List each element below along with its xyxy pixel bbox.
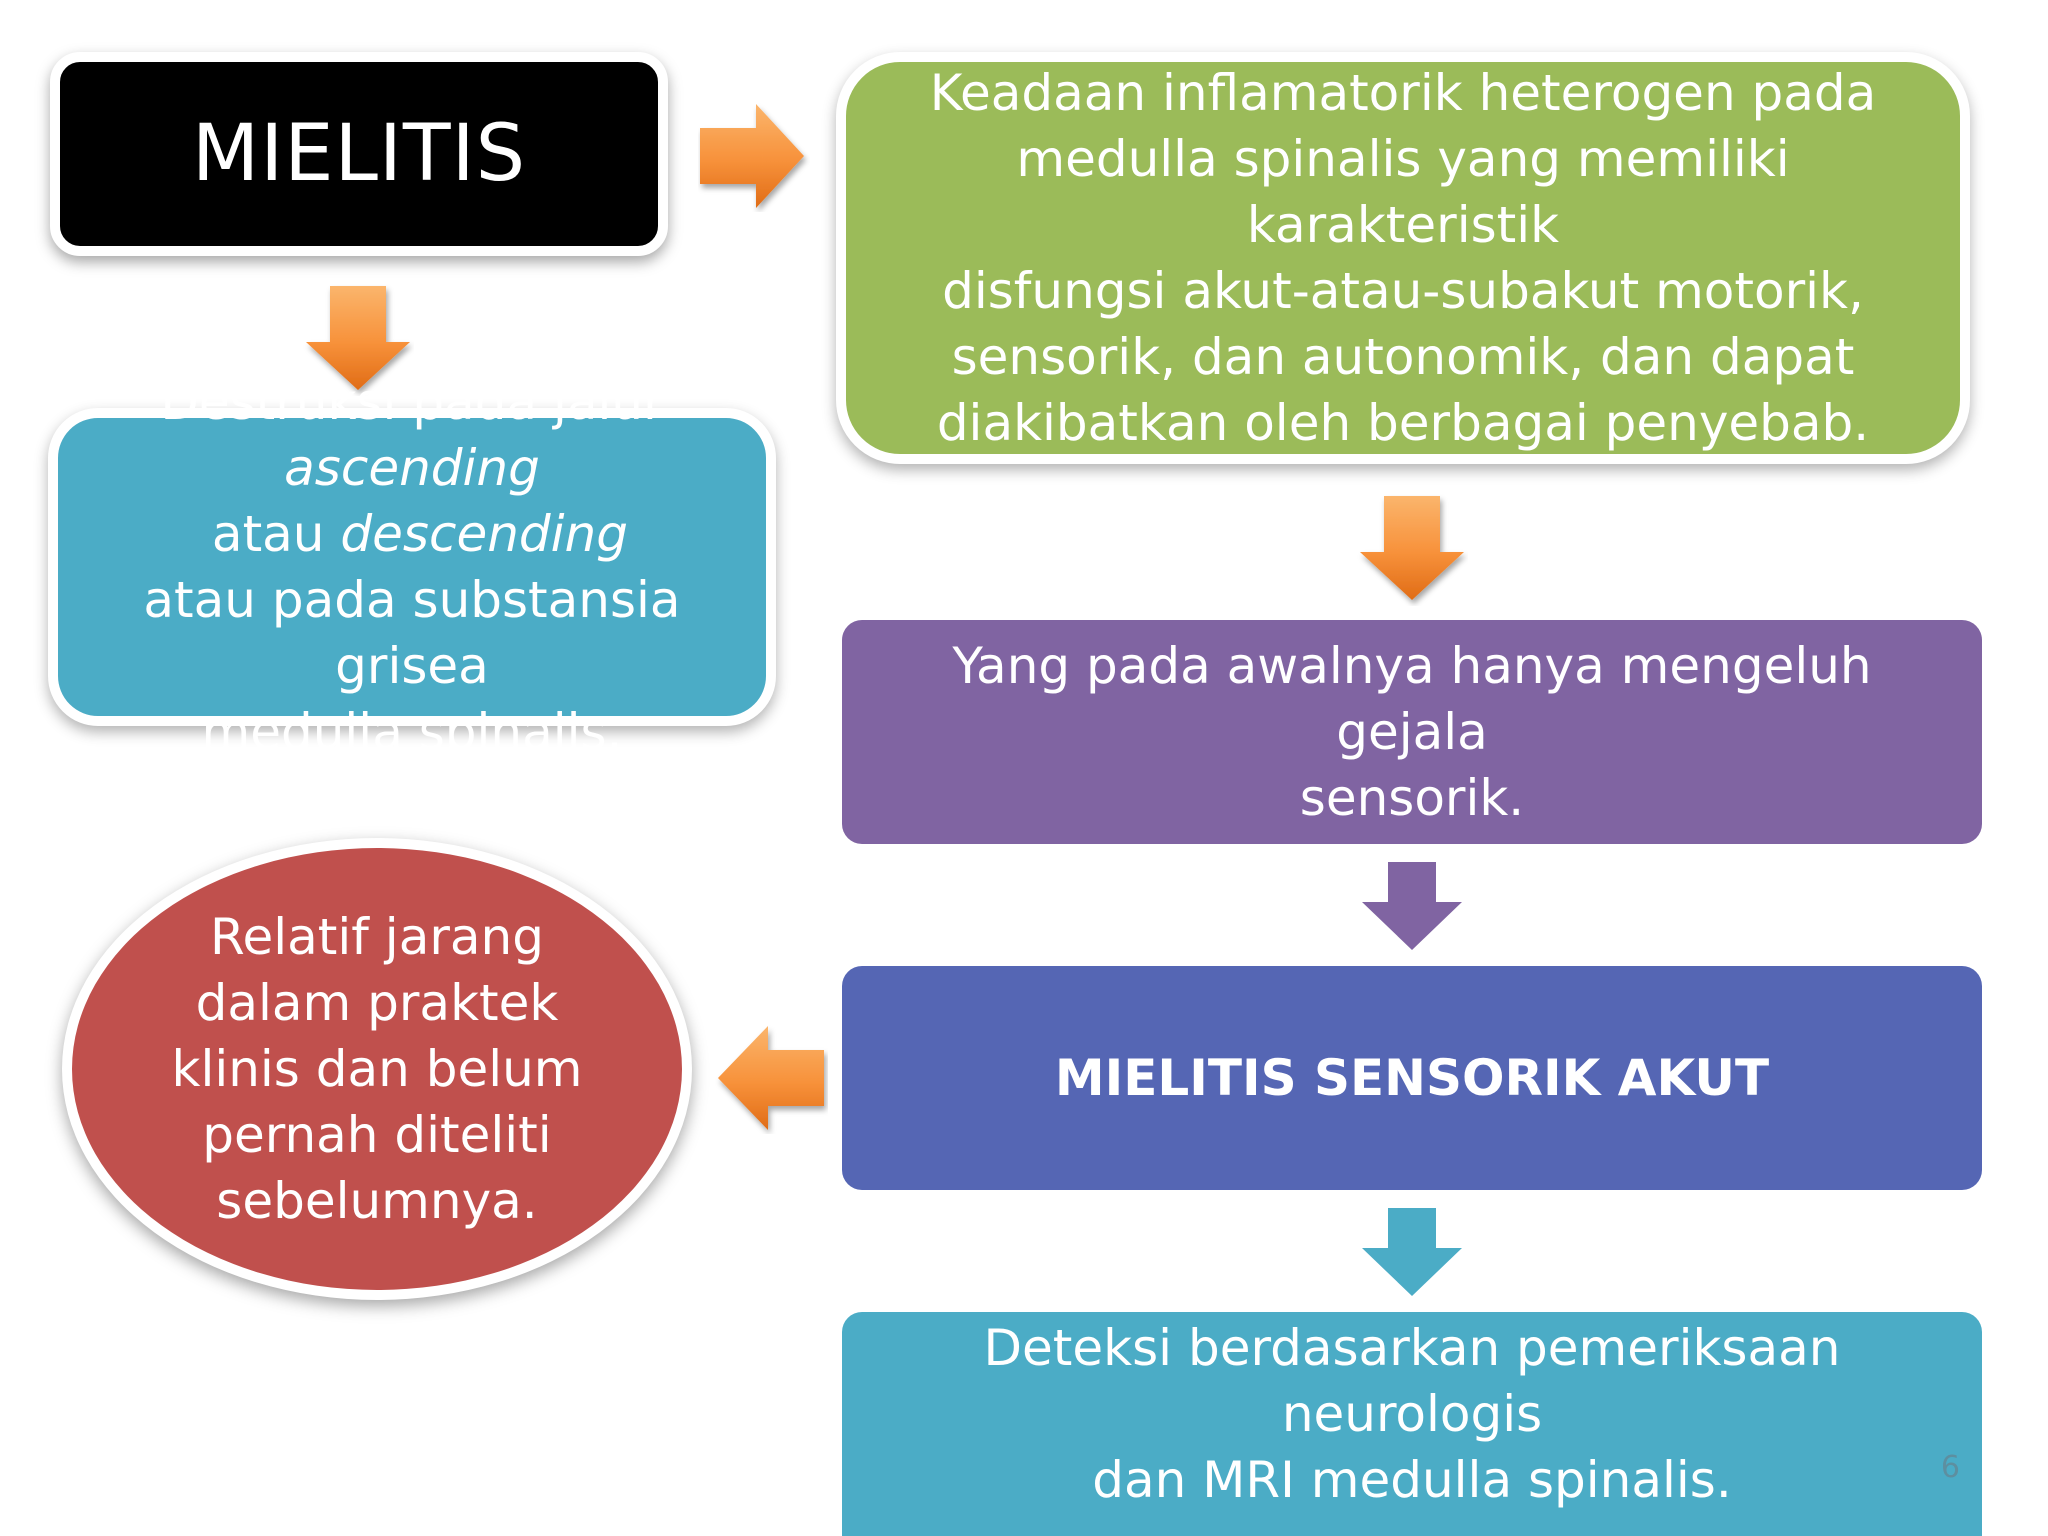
down-arrow-icon xyxy=(1360,1206,1464,1298)
down-arrow-icon xyxy=(1356,494,1468,606)
detection-line: dan MRI medulla spinalis. xyxy=(1092,1451,1732,1509)
page-number: 6 xyxy=(1940,1450,1960,1485)
sensory-symptom-box xyxy=(842,620,1982,844)
rare-line: Relatif jarang xyxy=(210,908,544,966)
destruction-line: atau pada substansia grisea xyxy=(143,571,681,695)
rare-line: sebelumnya. xyxy=(216,1172,538,1230)
rare-line: dalam praktek xyxy=(195,974,559,1032)
destruction-connector: atau xyxy=(196,505,341,563)
mielitis-title: MIELITIS xyxy=(191,108,527,199)
rare-occurrence-ellipse xyxy=(62,838,692,1300)
mielitis-title-box xyxy=(50,52,668,256)
rare-line: pernah diteliti xyxy=(202,1106,552,1164)
definition-box xyxy=(836,52,1970,464)
definition-line: Keadaan inflamatorik heterogen pada xyxy=(929,64,1877,122)
acute-sensory-myelitis-box xyxy=(842,966,1982,1190)
definition-line: medulla spinalis yang memiliki karakteristik xyxy=(1016,130,1790,254)
definition-line: diakibatkan oleh berbagai penyebab. xyxy=(936,394,1870,452)
acute-sensory-myelitis-label: MIELITIS SENSORIK AKUT xyxy=(1054,1049,1770,1107)
left-arrow-icon xyxy=(712,1022,828,1134)
definition-line: disfungsi akut-atau-subakut motorik, xyxy=(942,262,1864,320)
detection-line: Deteksi berdasarkan pemeriksaan neurologis xyxy=(983,1319,1841,1443)
descending-term: descending xyxy=(340,505,628,563)
destruction-line: medulla spinalis. xyxy=(201,703,623,761)
sensory-line: sensorik. xyxy=(1299,769,1525,827)
down-arrow-icon xyxy=(1360,860,1464,952)
ascending-term: ascending xyxy=(284,439,540,497)
rare-line: klinis dan belum xyxy=(171,1040,583,1098)
destruction-box xyxy=(48,373,776,761)
sensory-line: Yang pada awalnya hanya mengeluh gejala xyxy=(952,637,1872,761)
right-arrow-icon xyxy=(698,100,810,212)
detection-box xyxy=(842,1312,1982,1536)
definition-line: sensorik, dan autonomik, dan dapat xyxy=(951,328,1855,386)
destruction-line: Destruksi pada jalur xyxy=(160,373,664,431)
